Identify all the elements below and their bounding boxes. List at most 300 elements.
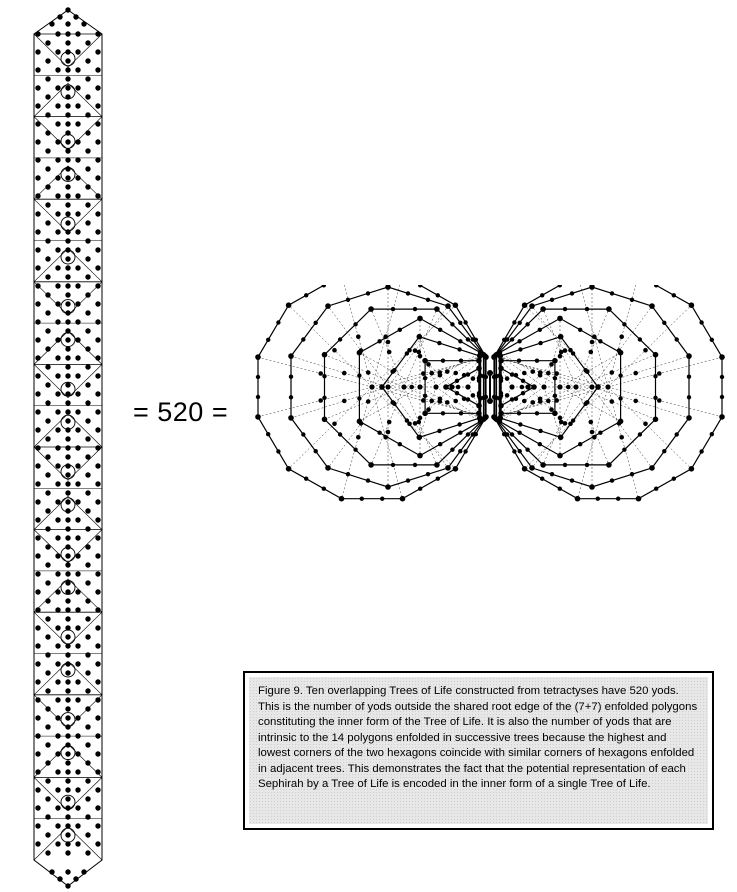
interior-yod [585, 369, 590, 374]
edge-yod [710, 432, 714, 436]
yod [85, 166, 90, 171]
yod [65, 598, 70, 603]
interior-yod [332, 422, 337, 427]
yod [45, 364, 50, 369]
corner-yod [649, 303, 655, 309]
corner-yod [557, 453, 563, 459]
yod [95, 805, 100, 810]
corner-yod [491, 354, 497, 360]
yod [35, 157, 40, 162]
yod [95, 301, 100, 306]
yod [65, 283, 70, 288]
edge-yod [517, 411, 521, 415]
yod [45, 220, 50, 225]
yod [75, 517, 80, 522]
yod [65, 148, 70, 153]
yod [75, 805, 80, 810]
root-yod [487, 370, 493, 376]
edge-yod [538, 442, 542, 446]
overlapping-trees-of-life-diagram [28, 6, 108, 890]
right-polygon-12-sided [491, 285, 725, 502]
centre-yod [573, 384, 578, 389]
corner-yod [522, 302, 528, 308]
yod [45, 634, 50, 639]
yod [65, 184, 70, 189]
centre-yod [541, 384, 546, 389]
yod [35, 787, 40, 792]
yod [65, 589, 70, 594]
yod [81, 21, 86, 26]
yod [65, 418, 70, 423]
yod [45, 58, 50, 63]
interior-yod [514, 373, 519, 378]
right-polygon-8-sided [494, 306, 659, 467]
edge-yod [301, 432, 305, 436]
yod [55, 841, 60, 846]
yod [75, 715, 80, 720]
edge-yod [558, 285, 562, 288]
yod [65, 40, 70, 45]
corner-yod [385, 285, 391, 290]
edge-yod [622, 448, 626, 452]
edge-yod [585, 307, 589, 311]
interior-yod [386, 340, 391, 345]
corner-yod [453, 466, 459, 472]
yod [35, 499, 40, 504]
yod [65, 337, 70, 342]
corner-yod [606, 462, 612, 468]
yod [95, 463, 100, 468]
edge-yod [436, 477, 440, 481]
yod [55, 571, 60, 576]
yod [35, 535, 40, 540]
yod [35, 265, 40, 270]
yod [55, 463, 60, 468]
corner-yod [400, 496, 406, 502]
yod [95, 265, 100, 270]
yod [45, 130, 50, 135]
edge-yod [304, 293, 308, 297]
yod [35, 193, 40, 198]
edge-yod [675, 337, 679, 341]
yod [85, 544, 90, 549]
interior-yod [657, 398, 662, 403]
yod [65, 796, 70, 801]
yod [95, 211, 100, 216]
yod [65, 193, 70, 198]
edge-yod [438, 442, 442, 446]
corner-yod [719, 414, 725, 420]
yod [95, 571, 100, 576]
yod [85, 436, 90, 441]
yod [75, 607, 80, 612]
edge-yod [502, 338, 506, 342]
yod [55, 517, 60, 522]
yod [65, 580, 70, 585]
yod [65, 211, 70, 216]
yod [85, 706, 90, 711]
yod [95, 337, 100, 342]
yod [85, 562, 90, 567]
interior-yod [657, 371, 662, 376]
edge-yod [654, 487, 658, 491]
edge-yod [391, 463, 395, 467]
yod [75, 841, 80, 846]
yod [55, 31, 60, 36]
yod [65, 814, 70, 819]
yod [45, 400, 50, 405]
yod [65, 112, 70, 117]
edge-yod [638, 337, 642, 341]
polygon-spoke [608, 305, 691, 387]
interior-yod [453, 399, 458, 404]
yod [45, 472, 50, 477]
yod [65, 382, 70, 387]
yod [95, 175, 100, 180]
yod [95, 31, 100, 36]
edge-yod [710, 338, 714, 342]
yod [75, 445, 80, 450]
edge-yod [484, 395, 488, 399]
corner-yod [589, 285, 595, 290]
edge-yod [675, 432, 679, 436]
yod [45, 814, 50, 819]
yod [75, 301, 80, 306]
yod [35, 85, 40, 90]
yod [55, 265, 60, 270]
edge-yod [610, 291, 614, 295]
edge-yod [322, 285, 326, 288]
yod [55, 283, 60, 288]
yod [35, 679, 40, 684]
yod [65, 166, 70, 171]
yod [65, 481, 70, 486]
interior-yod [471, 376, 476, 381]
edge-yod [266, 432, 270, 436]
yod [49, 21, 54, 26]
yod [75, 787, 80, 792]
yod [85, 400, 90, 405]
edge-yod [630, 298, 634, 302]
yod [75, 535, 80, 540]
yod [45, 202, 50, 207]
edge-yod [289, 375, 293, 379]
yod [95, 751, 100, 756]
interior-yod [462, 397, 467, 402]
yod [95, 139, 100, 144]
yod [73, 14, 78, 19]
interior-yod [505, 376, 510, 381]
edge-yod [512, 320, 516, 324]
yod [45, 40, 50, 45]
yod [45, 580, 50, 585]
yod [85, 472, 90, 477]
yod [55, 373, 60, 378]
yod [95, 121, 100, 126]
interior-yod [426, 407, 431, 412]
yod [85, 76, 90, 81]
yod [95, 679, 100, 684]
corner-yod [483, 354, 489, 360]
yod [65, 688, 70, 693]
edge-yod [535, 411, 539, 415]
yod [75, 481, 80, 486]
yod [65, 85, 70, 90]
yod [95, 499, 100, 504]
interior-yod [554, 371, 559, 376]
centre-yod [433, 384, 438, 389]
interior-yod [568, 422, 573, 427]
centre-yod [589, 384, 594, 389]
yod [95, 589, 100, 594]
yod [35, 751, 40, 756]
interior-yod [549, 362, 554, 367]
edge-yod [366, 478, 370, 482]
yod [55, 211, 60, 216]
yod [95, 697, 100, 702]
yod [65, 508, 70, 513]
edge-yod [463, 449, 467, 453]
enfolded-polygons [255, 285, 725, 502]
edge-yod [720, 395, 724, 399]
yod [95, 373, 100, 378]
yod [95, 229, 100, 234]
interior-yod [589, 420, 594, 425]
yod [45, 706, 50, 711]
yod [65, 607, 70, 612]
yod [75, 67, 80, 72]
interior-yod [356, 334, 361, 339]
edge-yod [346, 472, 350, 476]
interior-yod [390, 369, 395, 374]
yod [85, 418, 90, 423]
yod [85, 112, 90, 117]
corner-yod [689, 302, 695, 308]
yod [65, 472, 70, 477]
yod [45, 274, 50, 279]
corner-yod [653, 417, 659, 423]
polygon-spoke [525, 387, 608, 469]
edge-yod [438, 328, 442, 332]
yod [85, 364, 90, 369]
yod [65, 445, 70, 450]
interior-yod [554, 398, 559, 403]
yod [35, 697, 40, 702]
edge-yod [699, 449, 703, 453]
yod [45, 112, 50, 117]
interior-yod [585, 400, 590, 405]
edge-yod [458, 449, 462, 453]
edge-yod [662, 449, 666, 453]
edge-yod [458, 321, 462, 325]
yod [65, 67, 70, 72]
polygon-spoke [372, 305, 455, 387]
interior-yod [318, 398, 323, 403]
left-polygon-6-sided [357, 316, 484, 459]
yod [55, 823, 60, 828]
yod [55, 607, 60, 612]
yod [65, 130, 70, 135]
yod [35, 355, 40, 360]
yod [55, 697, 60, 702]
edge-yod [276, 320, 280, 324]
polygon-spoke [499, 353, 560, 387]
yod [35, 229, 40, 234]
corner-yod [339, 496, 345, 502]
yod [75, 589, 80, 594]
interior-yod [418, 416, 423, 421]
yod [65, 58, 70, 63]
interior-yod [643, 422, 648, 427]
yod [65, 319, 70, 324]
yod [55, 805, 60, 810]
yod [65, 553, 70, 558]
edge-yod [578, 442, 582, 446]
centre-yod [525, 384, 530, 389]
yod [85, 346, 90, 351]
corner-yod [719, 354, 725, 360]
centre-yod [605, 384, 610, 389]
yod [85, 130, 90, 135]
yod [55, 175, 60, 180]
edge-yod [256, 375, 260, 379]
yod [45, 328, 50, 333]
yod [65, 760, 70, 765]
edge-yod [630, 472, 634, 476]
yod [55, 139, 60, 144]
edge-yod [510, 432, 514, 436]
yod [65, 49, 70, 54]
yod [65, 364, 70, 369]
edge-yod [525, 322, 529, 326]
yod [65, 490, 70, 495]
yod [35, 175, 40, 180]
edge-yod [289, 395, 293, 399]
yod [75, 85, 80, 90]
edge-yod [550, 298, 554, 302]
yod [95, 769, 100, 774]
yod [35, 733, 40, 738]
yod [65, 652, 70, 657]
interior-yod [387, 420, 392, 425]
yod [55, 319, 60, 324]
yod [65, 301, 70, 306]
edge-yod [457, 347, 461, 351]
yod [65, 31, 70, 36]
yod [45, 454, 50, 459]
polygon-spoke [576, 387, 609, 465]
edge-yod [301, 337, 305, 341]
yod [95, 157, 100, 162]
interior-yod [366, 370, 371, 375]
yod [85, 616, 90, 621]
yod [35, 715, 40, 720]
edge-yod [459, 411, 463, 415]
edge-yod [540, 293, 544, 297]
edge-yod [699, 320, 703, 324]
corner-yod [286, 302, 292, 308]
edge-yod [638, 432, 642, 436]
yod [35, 445, 40, 450]
interior-yod [563, 348, 568, 353]
edge-yod [672, 477, 676, 481]
corner-yod [434, 306, 440, 312]
interior-yod [514, 397, 519, 402]
yod [65, 21, 70, 26]
edge-yod [377, 431, 381, 435]
yod [35, 247, 40, 252]
yod [95, 85, 100, 90]
yod [75, 229, 80, 234]
corner-yod [529, 303, 535, 309]
interior-yod [318, 371, 323, 376]
edge-yod [338, 337, 342, 341]
yod [95, 427, 100, 432]
interior-yod [390, 400, 395, 405]
yod [65, 769, 70, 774]
corner-yod [540, 462, 546, 468]
yod [55, 643, 60, 648]
corner-yod [445, 465, 451, 471]
yod [55, 661, 60, 666]
yod [75, 49, 80, 54]
yod [65, 526, 70, 531]
centre-yod [385, 384, 390, 389]
edge-yod [450, 322, 454, 326]
polygon-spoke [576, 309, 609, 387]
edge-yod [492, 395, 496, 399]
corner-yod [453, 302, 459, 308]
yod [75, 499, 80, 504]
edge-yod [346, 298, 350, 302]
yod [65, 823, 70, 828]
yod [65, 355, 70, 360]
edge-yod [662, 321, 666, 325]
yod [75, 751, 80, 756]
corner-yod [368, 306, 374, 312]
yod [85, 724, 90, 729]
yod [75, 193, 80, 198]
yod [85, 454, 90, 459]
yod [35, 67, 40, 72]
yod [45, 76, 50, 81]
yod [55, 787, 60, 792]
figure-caption-box [243, 671, 714, 830]
yod [45, 832, 50, 837]
corner-yod [322, 352, 328, 358]
yod [85, 202, 90, 207]
yod [45, 184, 50, 189]
edge-yod [436, 293, 440, 297]
corner-yod [529, 465, 535, 471]
yod [85, 148, 90, 153]
yod [65, 616, 70, 621]
yod [65, 463, 70, 468]
yod [75, 175, 80, 180]
yod [55, 337, 60, 342]
yod [55, 751, 60, 756]
interior-yod [643, 348, 648, 353]
polygon-spoke [608, 387, 722, 417]
yod [35, 571, 40, 576]
yod [75, 121, 80, 126]
yod [95, 661, 100, 666]
yod [85, 220, 90, 225]
corner-yod [483, 414, 489, 420]
interior-yod [456, 385, 461, 390]
yod [65, 328, 70, 333]
corner-yod [288, 353, 294, 359]
